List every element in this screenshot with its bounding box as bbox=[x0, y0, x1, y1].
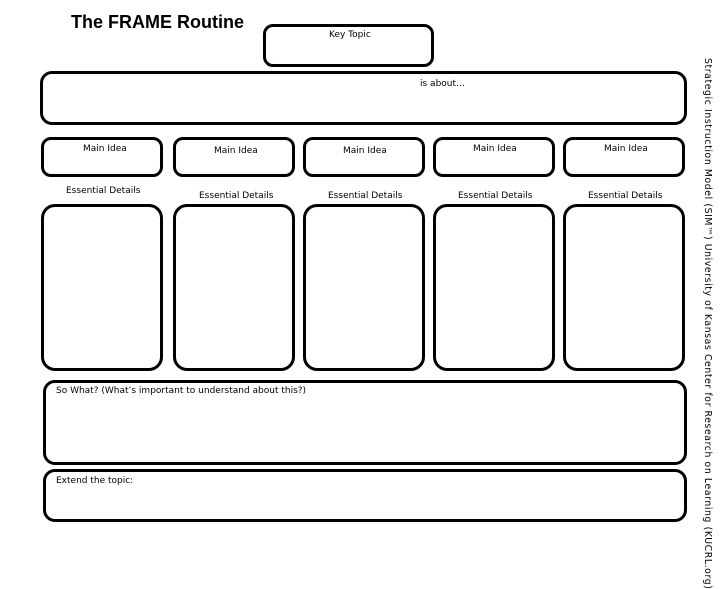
key-topic-label: Key Topic bbox=[329, 30, 371, 40]
essential-details-box-5[interactable] bbox=[563, 204, 685, 371]
main-idea-label-1: Main Idea bbox=[83, 144, 127, 154]
main-idea-box-4[interactable] bbox=[433, 137, 555, 177]
main-idea-label-5: Main Idea bbox=[604, 144, 648, 154]
is-about-box[interactable] bbox=[40, 71, 687, 125]
essential-details-box-1[interactable] bbox=[41, 204, 163, 371]
so-what-label: So What? (What’s important to understand about this?) bbox=[56, 386, 307, 396]
page-title: The FRAME Routine bbox=[71, 12, 244, 32]
essential-details-label-3: Essential Details bbox=[328, 191, 403, 201]
extend-topic-label: Extend the topic: bbox=[56, 476, 134, 486]
essential-details-label-2: Essential Details bbox=[199, 191, 274, 201]
main-idea-box-3[interactable] bbox=[303, 137, 425, 177]
essential-details-label-1: Essential Details bbox=[66, 186, 141, 196]
main-idea-label-3: Main Idea bbox=[343, 146, 387, 156]
essential-details-label-4: Essential Details bbox=[458, 191, 533, 201]
essential-details-box-4[interactable] bbox=[433, 204, 555, 371]
main-idea-box-1[interactable] bbox=[41, 137, 163, 177]
extend-topic-box[interactable] bbox=[43, 469, 687, 522]
main-idea-box-5[interactable] bbox=[563, 137, 685, 177]
copyright-credit: Strategic Instruction Model (SIM™) University of Kansas Center for Research on Learning (KUCRL.org) bbox=[702, 58, 713, 589]
main-idea-label-4: Main Idea bbox=[473, 144, 517, 154]
essential-details-label-5: Essential Details bbox=[588, 191, 663, 201]
essential-details-box-3[interactable] bbox=[303, 204, 425, 371]
is-about-label: is about… bbox=[420, 79, 466, 89]
essential-details-box-2[interactable] bbox=[173, 204, 295, 371]
main-idea-label-2: Main Idea bbox=[214, 146, 258, 156]
main-idea-box-2[interactable] bbox=[173, 137, 295, 177]
